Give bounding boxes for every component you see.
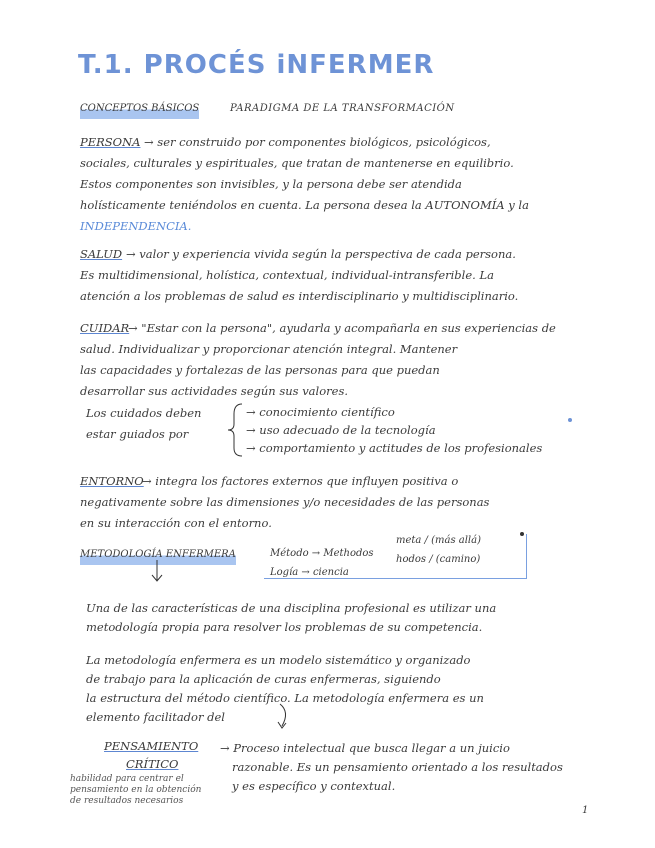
- pensamiento-line: razonable. Es un pensamiento orientado a los resultados: [232, 760, 563, 774]
- cuidados-item: → uso adecuado de la tecnología: [246, 423, 436, 437]
- page-title: T.1. PROCÉS iNFERMER: [78, 50, 435, 80]
- metodologia-line: la estructura del método científico. La metodología enfermera es un: [86, 691, 484, 705]
- metodologia-line: La metodología enfermera es un modelo sistemático y organizado: [86, 653, 471, 667]
- metodologia-line: Una de las características de una disciplina profesional es utilizar una: [86, 601, 497, 615]
- cuidar-line: las capacidades y fortalezas de las personas para que puedan: [80, 363, 440, 377]
- arrow-down-icon: [150, 560, 164, 584]
- persona-line: sociales, culturales y espirituales, que tratan de mantenerse en equilibrio.: [80, 156, 514, 170]
- persona-line: INDEPENDENCIA.: [80, 219, 192, 233]
- page-number: 1: [582, 805, 589, 816]
- cuidar-line: salud. Individualizar y proporcionar atención integral. Mantener: [80, 342, 458, 356]
- salud-line: Es multidimensional, holística, contextual, individual-intransferible. La: [80, 268, 494, 282]
- pensamiento-note: pensamiento en la obtención: [70, 785, 202, 795]
- entorno-line: negativamente sobre las dimensiones y/o necesidades de las personas: [80, 495, 490, 509]
- pensamiento-line: y es específico y contextual.: [232, 779, 396, 793]
- meta-text: meta / (más allá): [396, 535, 481, 546]
- entorno-term: ENTORNO: [80, 474, 144, 488]
- cuidar-line: → "Estar con la persona", ayudarla y acompañarla en sus experiencias de: [128, 321, 556, 335]
- persona-line: holísticamente teniéndolos en cuenta. La persona desea la AUTONOMÍA y la: [80, 198, 529, 212]
- hodos-text: hodos / (camino): [396, 554, 481, 565]
- salud-term: SALUD: [80, 247, 123, 261]
- salud-line: → valor y experiencia vivida según la perspectiva de cada persona.: [126, 247, 516, 261]
- cuidados-left: estar guiados por: [86, 427, 189, 441]
- pensamiento-note: habilidad para centrar el: [70, 774, 184, 784]
- entorno-line: en su interacción con el entorno.: [80, 516, 272, 530]
- conceptos-label: CONCEPTOS BÁSICOS: [80, 98, 199, 119]
- cuidados-item: → comportamiento y actitudes de los profesionales: [246, 441, 543, 455]
- decor-dot: [520, 532, 524, 536]
- persona-line: → ser construido por componentes biológicos, psicológicos,: [144, 135, 491, 149]
- decor-dot: [568, 418, 572, 422]
- cuidados-left: Los cuidados deben: [86, 406, 202, 420]
- persona-term: PERSONA: [80, 135, 141, 149]
- pensamiento-term: CRÍTICO: [126, 757, 179, 771]
- cuidar-term: CUIDAR: [80, 321, 130, 335]
- paradigma-label: PARADIGMA DE LA TRANSFORMACIÓN: [230, 103, 455, 114]
- metodologia-line: metodología propia para resolver los problemas de su competencia.: [86, 620, 483, 634]
- metodo-text: Método → Methodos: [270, 548, 374, 559]
- brace-icon: [226, 402, 246, 458]
- curve-arrow-icon: [276, 702, 292, 732]
- metodologia-term: METODOLOGÍA ENFERMERA: [80, 544, 236, 565]
- cuidar-line: desarrollar sus actividades según sus valores.: [80, 384, 349, 398]
- salud-line: atención a los problemas de salud es interdisciplinario y multidisciplinario.: [80, 289, 519, 303]
- metodologia-line: elemento facilitador del: [86, 710, 225, 724]
- pensamiento-note: de resultados necesarios: [70, 796, 184, 806]
- pensamiento-term: PENSAMIENTO: [104, 739, 199, 753]
- entorno-line: → integra los factores externos que influyen positiva o: [142, 474, 459, 488]
- pensamiento-line: → Proceso intelectual que busca llegar a un juicio: [220, 741, 510, 755]
- metodologia-line: de trabajo para la aplicación de curas enfermeras, siguiendo: [86, 672, 441, 686]
- persona-line: Estos componentes son invisibles, y la persona debe ser atendida: [80, 177, 462, 191]
- cuidados-item: → conocimiento científico: [246, 405, 395, 419]
- logia-text: Logía → ciencia: [270, 567, 349, 578]
